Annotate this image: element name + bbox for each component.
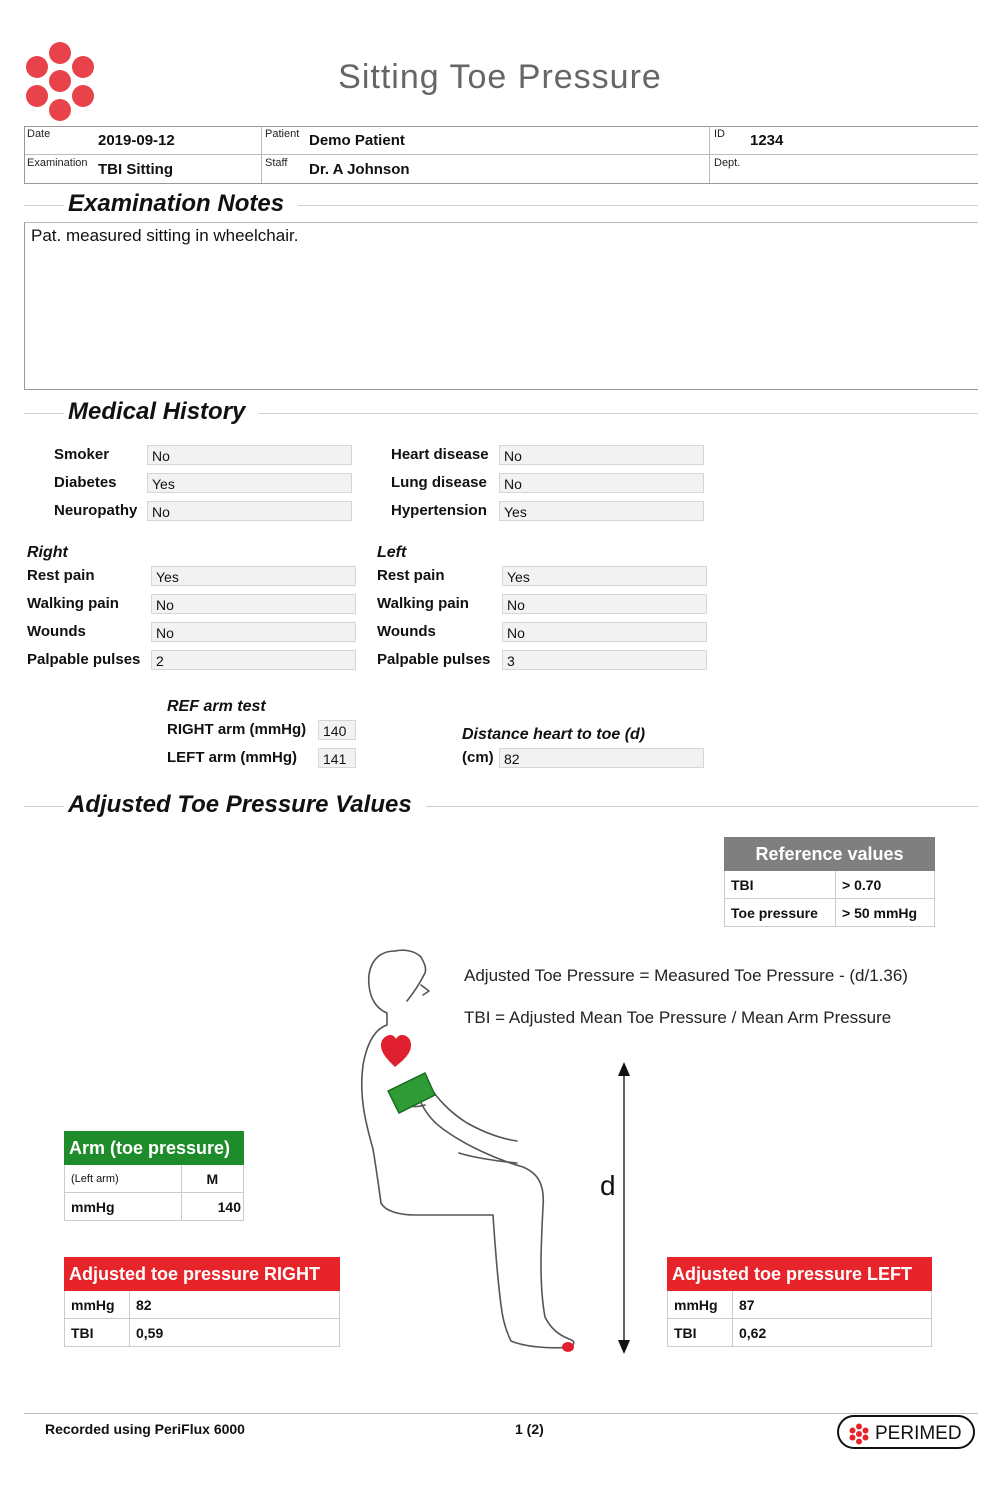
dept-label: Dept. [714, 157, 741, 169]
arm-table-column: M [181, 1165, 243, 1193]
adjusted-heading: Adjusted Toe Pressure Values [64, 791, 426, 819]
adjusted-right-title: Adjusted toe pressure RIGHT [65, 1258, 340, 1291]
adjusted-left-tbi-label: TBI [668, 1319, 733, 1347]
blood-pressure-cuff-icon [388, 1073, 435, 1113]
perimed-brand-badge [837, 1415, 975, 1449]
left-rest-pain-field: Yes [502, 566, 707, 586]
footer-page-number: 1 (2) [515, 1421, 544, 1437]
left-wounds-label: Wounds [377, 623, 436, 640]
reference-toe-label: Toe pressure [725, 899, 836, 927]
perimed-brand-text: PERIMED [875, 1423, 962, 1444]
distance-unit: (cm) [462, 749, 494, 766]
hypertension-field: Yes [499, 501, 704, 521]
reference-tbi-label: TBI [725, 871, 836, 899]
distance-heading: Distance heart to toe (d) [462, 726, 646, 743]
reference-table [724, 837, 935, 927]
date-label: Date [27, 128, 51, 140]
left-rest-pain-label: Rest pain [377, 567, 445, 584]
right-heading: Right [27, 544, 68, 561]
id-label: ID [714, 128, 725, 140]
adjusted-right-tbi-value: 0,59 [130, 1319, 340, 1347]
right-arm-field: 140 [318, 720, 356, 740]
right-rest-pain-label: Rest pain [27, 567, 95, 584]
formula-tbi: TBI = Adjusted Mean Toe Pressure / Mean Arm Pressure [464, 1008, 892, 1027]
adjusted-left-tbi-value: 0,62 [733, 1319, 932, 1347]
adjusted-left-table [667, 1257, 932, 1347]
adjusted-right-table [64, 1257, 340, 1347]
left-walking-pain-label: Walking pain [377, 595, 469, 612]
right-walking-pain-field: No [151, 594, 356, 614]
right-wounds-field: No [151, 622, 356, 642]
notes-heading: Examination Notes [64, 190, 298, 218]
distance-field: 82 [499, 748, 704, 768]
perimed-mini-logo-icon [848, 1423, 870, 1445]
right-arm-label: RIGHT arm (mmHg) [167, 721, 307, 738]
adjusted-right-value: 82 [130, 1291, 340, 1319]
toe-sensor-icon [562, 1342, 574, 1352]
left-walking-pain-field: No [502, 594, 707, 614]
patient-value: Demo Patient [309, 132, 405, 149]
heart-icon [381, 1035, 411, 1067]
right-walking-pain-label: Walking pain [27, 595, 119, 612]
diabetes-field: Yes [147, 473, 352, 493]
examination-value: TBI Sitting [98, 161, 173, 178]
ref-arm-heading: REF arm test [167, 698, 266, 715]
date-value: 2019-09-12 [98, 132, 175, 149]
arm-table-subtitle: (Left arm) [65, 1165, 182, 1193]
seated-patient-illustration [355, 945, 595, 1360]
left-arm-label: LEFT arm (mmHg) [167, 749, 298, 766]
lung-disease-field: No [499, 473, 704, 493]
formula-adjusted: Adjusted Toe Pressure = Measured Toe Pressure - (d/1.36) [464, 966, 908, 985]
lung-disease-label: Lung disease [391, 474, 487, 491]
distance-arrow-icon [614, 1060, 634, 1356]
diabetes-label: Diabetes [54, 474, 117, 491]
left-wounds-field: No [502, 622, 707, 642]
notes-box [24, 222, 978, 390]
staff-value: Dr. A Johnson [309, 161, 410, 178]
arm-table-unit: mmHg [65, 1193, 182, 1221]
neuropathy-label: Neuropathy [54, 502, 138, 519]
heart-disease-field: No [499, 445, 704, 465]
right-pulses-field: 2 [151, 650, 356, 670]
right-rest-pain-field: Yes [151, 566, 356, 586]
reference-tbi-value: > 0.70 [836, 871, 935, 899]
heart-disease-label: Heart disease [391, 446, 489, 463]
adjusted-right-unit: mmHg [65, 1291, 130, 1319]
page-title: Sitting Toe Pressure [338, 58, 662, 96]
hypertension-label: Hypertension [391, 502, 487, 519]
left-pulses-label: Palpable pulses [377, 651, 491, 668]
staff-label: Staff [265, 157, 288, 169]
right-wounds-label: Wounds [27, 623, 86, 640]
adjusted-right-tbi-label: TBI [65, 1319, 130, 1347]
left-pulses-field: 3 [502, 650, 707, 670]
examination-label: Examination [27, 157, 88, 169]
footer-recorded: Recorded using PeriFlux 6000 [45, 1421, 245, 1437]
arm-pressure-table [64, 1131, 244, 1221]
adjusted-left-title: Adjusted toe pressure LEFT [668, 1258, 932, 1291]
adjusted-left-value: 87 [733, 1291, 932, 1319]
reference-title: Reference values [725, 838, 935, 871]
history-heading: Medical History [64, 398, 259, 426]
reference-toe-value: > 50 mmHg [836, 899, 935, 927]
neuropathy-field: No [147, 501, 352, 521]
smoker-label: Smoker [54, 446, 110, 463]
patient-label: Patient [265, 128, 300, 140]
smoker-field: No [147, 445, 352, 465]
arm-table-value: 140 [181, 1193, 243, 1221]
left-arm-field: 141 [318, 748, 356, 768]
arm-table-title: Arm (toe pressure) [65, 1132, 244, 1165]
adjusted-left-unit: mmHg [668, 1291, 733, 1319]
left-heading: Left [377, 544, 407, 561]
notes-text: Pat. measured sitting in wheelchair. [31, 226, 299, 245]
distance-d-label: d [600, 1170, 616, 1201]
right-pulses-label: Palpable pulses [27, 651, 141, 668]
id-value: 1234 [750, 132, 784, 149]
